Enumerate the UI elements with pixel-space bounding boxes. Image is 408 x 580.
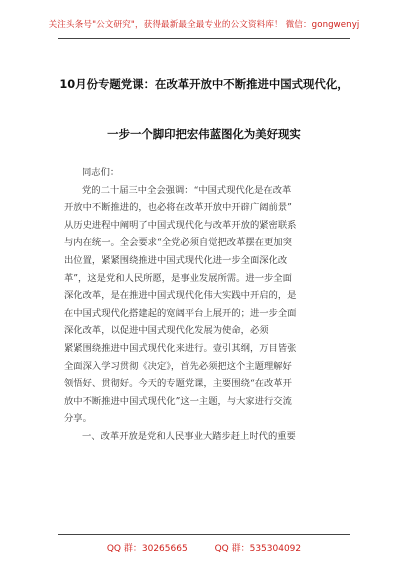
footer-divider: [58, 534, 350, 535]
body-line: 分享。: [64, 413, 92, 425]
body-line: 出位置，紧紧围绕推进中国式现代化进一步全面深化改: [64, 254, 288, 266]
header-banner: 关注头条号"公文研究"，获得最新最全最专业的公文资料库！ 微信：gongwenyj: [48, 20, 360, 30]
body-line: 开放中不断推进的，也必将在改革开放中开辟广阔前景”: [64, 202, 292, 214]
footer: [0, 541, 408, 554]
document-body: [64, 164, 348, 446]
body-line: 领悟好、贯彻好。今天的专题党课，主要围绕“在改革开: [64, 378, 292, 390]
body-line: 放中不断推进中国式现代化”这一主题，与大家进行交流: [64, 395, 292, 407]
footer-qq-group-2: QQ 群：535304092: [214, 544, 302, 554]
body-line: 紧紧围绕推进中国式现代化来进行。壹引其纲，万目皆张: [64, 342, 297, 354]
document-title-line-2: 一步一个脚印把宏伟蓝图化为美好现实: [107, 127, 301, 141]
body-line: 与内在统一。全会要求“全党必须自觉把改革摆在更加突: [64, 237, 292, 249]
salutation: 同志们：: [82, 167, 120, 178]
body-line: 深化改革，是在推进中国式现代化伟大实践中开启的，是: [64, 290, 297, 302]
footer-qq-group-1: QQ 群：30265665: [106, 544, 188, 554]
body-line: 从历史进程中阐明了中国式现代化与改革开放的紧密联系: [64, 219, 297, 231]
section-heading: 一、改革开放是党和人民事业大踏步赶上时代的重要: [82, 430, 296, 442]
body-line: 革”，这是党和人民所愿，是事业发展所需。进一步全面: [64, 272, 292, 284]
body-line: 党的二十届三中全会强调：“中国式现代化是在改革: [82, 184, 292, 196]
header-divider: [58, 38, 350, 39]
document-title-line-1: 10月份专题党课：在改革开放中不断推进中国式现代化，: [59, 77, 349, 91]
body-line: 在中国式现代化搭建起的宽阔平台上展开的；进一步全面: [64, 307, 297, 319]
body-line: 深化改革，以促进中国式现代化发展为使命，必须: [64, 325, 269, 337]
body-line: 全面深入学习贯彻《决定》，首先必须把这个主题理解好: [64, 360, 292, 372]
